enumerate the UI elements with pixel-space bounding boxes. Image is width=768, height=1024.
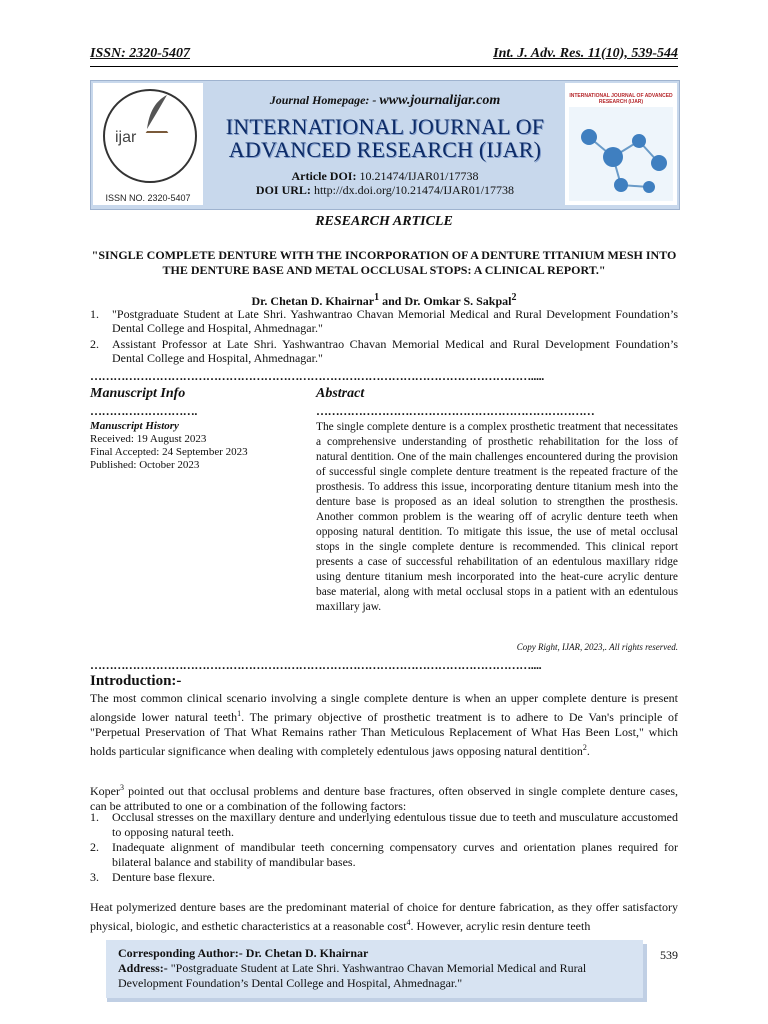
manuscript-history bbox=[90, 420, 248, 472]
citation-sup: 3 bbox=[120, 783, 124, 792]
journal-homepage bbox=[205, 93, 565, 109]
intro-paragraph-2 bbox=[90, 780, 678, 814]
corresponding-author: Corresponding Author:- Dr. Chetan D. Khairnar bbox=[118, 946, 369, 960]
manuscript-history-label: Manuscript History bbox=[90, 420, 179, 432]
list-text: Inadequate alignment of mandibular teeth concerning compensatory curves and orientation planes required for bilateral balance and stability of mandibular bases. bbox=[112, 840, 678, 869]
doi-block bbox=[205, 169, 565, 197]
article-doi-label: Article DOI: bbox=[291, 169, 357, 183]
quill-icon bbox=[137, 93, 177, 133]
issn-label: ISSN: 2320-5407 bbox=[90, 46, 190, 61]
banner-center bbox=[205, 81, 565, 209]
running-header bbox=[90, 44, 678, 67]
journal-logo bbox=[93, 83, 203, 205]
received-date: Received: 19 August 2023 bbox=[90, 433, 207, 445]
citation-sup: 2 bbox=[582, 743, 587, 752]
author-1-sup: 1 bbox=[374, 292, 380, 303]
paper-title: "SINGLE COMPLETE DENTURE WITH THE INCORPORATION OF A DENTURE TITANIUM MESH INTO THE DENTURE BASE AND METAL OCCLUSAL STOPS: A CLINICAL REPORT." bbox=[91, 248, 677, 277]
section-divider: ……………………………………………………………………………………………………..... bbox=[90, 369, 544, 383]
journal-cover bbox=[565, 83, 677, 205]
citation-sup: 1 bbox=[237, 709, 242, 718]
p2-text-a: Koper bbox=[90, 784, 120, 798]
cover-title: INTERNATIONAL JOURNAL OF ADVANCED RESEARCH (IJAR) bbox=[569, 93, 673, 105]
address-label: Address:- bbox=[118, 961, 168, 975]
list-item bbox=[90, 870, 678, 885]
manuscript-divider: ………………………. bbox=[90, 404, 198, 418]
affiliation-1 bbox=[90, 307, 678, 335]
citation-label: Int. J. Adv. Res. 11(10), 539-544 bbox=[493, 46, 678, 61]
accepted-date: Final Accepted: 24 September 2023 bbox=[90, 446, 248, 458]
intro-paragraph-1 bbox=[90, 691, 678, 759]
introduction-heading: Introduction:- bbox=[90, 673, 182, 689]
article-doi: 10.21474/IJAR01/17738 bbox=[359, 169, 479, 183]
affiliation-number: 1. bbox=[90, 307, 99, 321]
homepage-link[interactable]: www.journalijar.com bbox=[379, 93, 501, 108]
manuscript-info-heading: Manuscript Info bbox=[90, 386, 186, 401]
list-item bbox=[90, 840, 678, 870]
published-date: Published: October 2023 bbox=[90, 459, 200, 471]
doi-url-label: DOI URL: bbox=[255, 183, 311, 197]
p1-text-c: . bbox=[586, 744, 590, 758]
affiliation-number: 2. bbox=[90, 337, 99, 351]
molecule-illustration bbox=[569, 107, 673, 201]
list-item bbox=[90, 810, 678, 840]
author-2-sup: 2 bbox=[511, 292, 517, 303]
logo-issn: ISSN NO. 2320-5407 bbox=[105, 193, 191, 203]
corresponding-author-box bbox=[103, 940, 643, 998]
abstract-heading: Abstract bbox=[316, 386, 365, 401]
journal-title-line1: INTERNATIONAL JOURNAL OF bbox=[225, 114, 545, 139]
affiliation-2 bbox=[90, 337, 678, 365]
journal-title bbox=[205, 115, 565, 161]
logo-text: ijar bbox=[115, 129, 137, 146]
author-1: Dr. Chetan D. Khairnar bbox=[251, 294, 375, 308]
affiliation-text: Assistant Professor at Late Shri. Yashwantrao Chavan Memorial Medical and Rural Development Foundation’s Dental College and Hospital, Ahmednagar." bbox=[112, 337, 678, 365]
p1-text-b: . The primary objective of prosthetic treatment is to adhere to De Van's principle of "Perpetual Preservation of That What Remains rather Than Meticulous Replacement of What Has Been Lost," which holds particular significance when dealing with completely edentulous jaws opposing natural dentition bbox=[90, 710, 678, 758]
homepage-label: Journal Homepage: - bbox=[269, 93, 380, 107]
factor-list bbox=[90, 810, 678, 885]
p3-text-b: . However, acrylic resin denture teeth bbox=[410, 919, 591, 933]
list-number: 3. bbox=[90, 870, 99, 884]
p3-text-a: Heat polymerized denture bases are the predominant material of choice for denture fabrication, as they offer satisfactory physical, biologic, and esthetic characteristics at a reasonable cost bbox=[90, 900, 678, 933]
intro-divider: …………………………………………………………………………………………………….... bbox=[90, 658, 542, 672]
p2-text-b: pointed out that occlusal problems and denture base fractures, often observed in single complete denture cases, can be attributed to one or a combination of the following factors: bbox=[90, 784, 678, 813]
journal-banner bbox=[90, 80, 680, 210]
p1-text-a: The most common clinical scenario involving a single complete denture is when an upper complete denture is present alongside lower natural teeth bbox=[90, 691, 678, 724]
list-text: Occlusal stresses on the maxillary denture and underlying edentulous tissue due to teeth and musculature accustomed to opposing natural teeth. bbox=[112, 810, 678, 839]
journal-title-line2: ADVANCED RESEARCH (IJAR) bbox=[228, 137, 542, 162]
intro-paragraph-3 bbox=[90, 900, 678, 934]
list-number: 1. bbox=[90, 810, 99, 824]
page-number: 539 bbox=[660, 948, 678, 962]
author-join: and bbox=[379, 294, 405, 308]
abstract-text: The single complete denture is a complex prosthetic treatment that necessitates a comprehensive understanding of prosthetic rehabilitation for the loss of natural dentition. One of the main challenges encountered during the provision of successful single complete denture treatment is the repeated fracture of the prosthesis. To address this issue, incorporating denture titanium mesh into the denture base is proposed as an ideal solution to strengthen the prosthesis. Another common problem is the wearing off of acrylic denture teeth when opposing natural dentition. To mitigate this issue, the use of metal occlusal stops in the single complete denture is recommended. This clinical report presents a case of successful rehabilitation of an edentulous maxillary ridge using denture titanium mesh incorporated into the heat-cure acrylic denture base material, along with metal occlusal stops in a patient with an edentulous maxillary jaw. bbox=[316, 421, 678, 613]
author-2: Dr. Omkar S. Sakpal bbox=[404, 294, 512, 308]
address-text: "Postgraduate Student at Late Shri. Yashwantrao Chavan Memorial Medical and Rural Development Foundation’s Dental College and Hospital, Ahmednagar." bbox=[118, 961, 587, 990]
author-address bbox=[118, 961, 631, 991]
doi-url-link[interactable]: http://dx.doi.org/10.21474/IJAR01/17738 bbox=[313, 183, 515, 197]
copyright-note: Copy Right, IJAR, 2023,. All rights reserved. bbox=[516, 642, 678, 652]
list-number: 2. bbox=[90, 840, 99, 854]
affiliation-text: "Postgraduate Student at Late Shri. Yashwantrao Chavan Memorial Medical and Rural Development Foundation’s Dental College and Hospital, Ahmednagar." bbox=[112, 307, 678, 335]
abstract-divider: ……………………………………………………………… bbox=[316, 404, 595, 418]
citation-sup: 4 bbox=[406, 918, 411, 927]
article-type: RESEARCH ARTICLE bbox=[315, 214, 453, 229]
list-text: Denture base flexure. bbox=[112, 870, 215, 884]
